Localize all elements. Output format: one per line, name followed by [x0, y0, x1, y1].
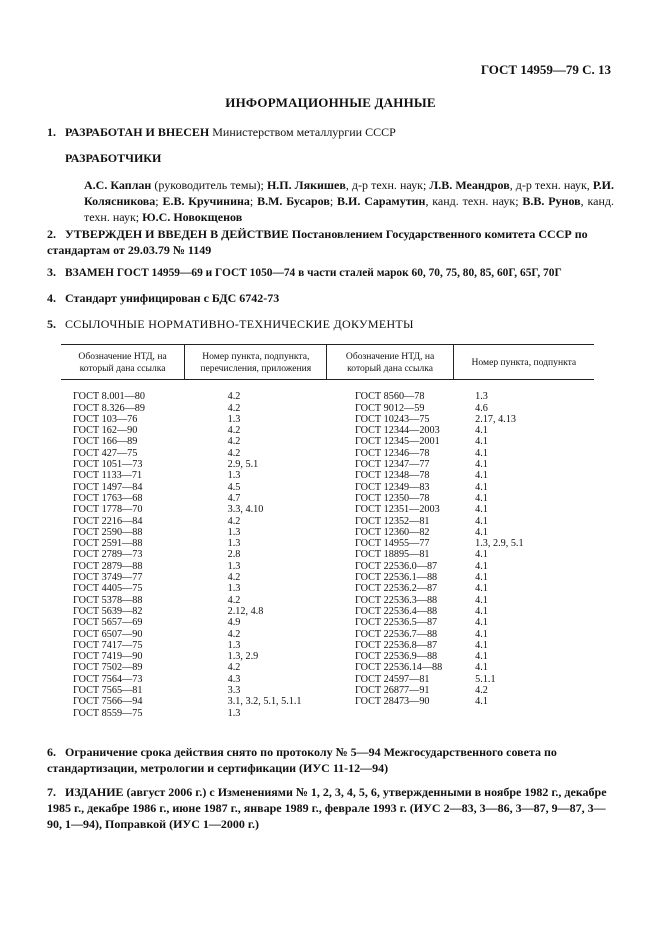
cell-clause-right: 4.6: [475, 402, 488, 414]
cell-clause-left: 2.12, 4.8: [227, 605, 264, 617]
cell-clause-left: 1.3, 2.9: [227, 651, 259, 663]
developer-role: ;: [155, 194, 163, 208]
table-row: [61, 391, 594, 402]
cell-clause-right: 4.1: [475, 696, 488, 708]
cell-clause-left: 2.9, 5.1: [227, 459, 259, 471]
cell-clause-right: 4.1: [475, 436, 488, 448]
table-row: [61, 595, 594, 606]
item-text: Ограничение срока действия снято по протоколу № 5—94 Межгосударственного совета по стандартизации, метрологии и сертификации (ИУС 11-12—94): [47, 745, 557, 775]
table-row: [61, 617, 594, 628]
table-row: [61, 459, 594, 470]
item-number: 6.: [47, 745, 56, 759]
cell-ntd-right: ГОСТ 22536.2—87: [354, 583, 438, 595]
cell-clause-right: [453, 708, 594, 719]
cell-ntd-left: ГОСТ 2879—88: [73, 560, 143, 572]
cell-ntd-right: ГОСТ 12352—81: [354, 515, 430, 527]
table-header-row: [61, 345, 594, 380]
cell-clause-left: 4.2: [227, 402, 241, 414]
table-row: [61, 493, 594, 504]
cell-ntd-right: ГОСТ 14955—77: [354, 538, 430, 550]
cell-ntd-left: ГОСТ 2216—84: [73, 515, 143, 527]
item-text: Постановлением Государственного комитета СССР по стандартам от 29.03.79 № 1149: [47, 227, 588, 257]
cell-clause-left: 4.9: [227, 617, 241, 629]
item-5: [47, 316, 414, 332]
item-number: 4.: [47, 291, 56, 305]
references-table: [61, 344, 594, 719]
cell-ntd-left: ГОСТ 7419—90: [73, 651, 143, 663]
section-title: ИНФОРМАЦИОННЫЕ ДАННЫЕ: [225, 95, 436, 110]
cell-clause-left: 1.3: [227, 526, 241, 538]
cell-clause-left: 4.3: [227, 673, 241, 685]
cell-ntd-right: ГОСТ 9012—59: [354, 402, 425, 414]
cell-ntd-right: ГОСТ 22536.7—88: [354, 628, 438, 640]
developer-name: В.И. Сарамутин: [337, 194, 426, 208]
item-number: 3.: [47, 265, 56, 279]
table-row: [61, 403, 594, 414]
cell-ntd-right: ГОСТ 8560—78: [354, 391, 425, 403]
table-row: [61, 516, 594, 527]
cell-clause-left: 1.3: [227, 470, 241, 482]
cell-clause-right: 4.2: [475, 685, 488, 697]
cell-clause-right: 4.1: [475, 605, 488, 617]
table-row: [61, 470, 594, 481]
cell-clause-right: 4.1: [475, 447, 488, 459]
item-1: [47, 124, 396, 140]
table-row: [61, 561, 594, 572]
cell-clause-left: 1.3: [227, 560, 241, 572]
cell-clause-left: 4.2: [227, 436, 241, 448]
item-2: [47, 226, 613, 258]
developer-role: , канд. техн. наук;: [425, 194, 523, 208]
cell-ntd-right: ГОСТ 12349—83: [354, 481, 430, 493]
cell-clause-right: 2.17, 4.13: [475, 413, 516, 425]
cell-clause-left: 4.2: [227, 594, 241, 606]
table-row: [61, 629, 594, 640]
cell-ntd-right: ГОСТ 22536.14—88: [354, 662, 443, 674]
cell-ntd-left: ГОСТ 2789—73: [73, 549, 143, 561]
cell-clause-left: 4.2: [227, 572, 241, 584]
cell-ntd-right: [327, 708, 453, 719]
cell-clause-left: 4.2: [227, 447, 241, 459]
cell-ntd-right: ГОСТ 12347—77: [354, 459, 430, 471]
cell-clause-left: 4.2: [227, 425, 241, 437]
cell-clause-right: 4.1: [475, 515, 488, 527]
cell-clause-right: 4.1: [475, 526, 488, 538]
cell-clause-right: 4.1: [475, 628, 488, 640]
developer-name: Р.И. Колясникова: [84, 178, 615, 208]
cell-ntd-left: ГОСТ 5657—69: [73, 617, 143, 629]
cell-clause-right: 4.1: [475, 651, 488, 663]
item-3: [47, 264, 562, 281]
item-number: 1.: [47, 125, 56, 139]
cell-clause-right: 4.1: [475, 425, 488, 437]
cell-ntd-right: ГОСТ 22536.5—87: [354, 617, 438, 629]
cell-ntd-left: ГОСТ 1763—68: [73, 492, 143, 504]
cell-ntd-left: ГОСТ 6507—90: [73, 628, 143, 640]
cell-ntd-left: ГОСТ 7564—73: [73, 673, 143, 685]
developer-role: (руководитель темы);: [151, 178, 267, 192]
item-number: 5.: [47, 317, 56, 331]
developer-name: Л.В. Меандров: [429, 178, 510, 192]
cell-ntd-left: ГОСТ 103—76: [73, 413, 138, 425]
cell-clause-left: 3.1, 3.2, 5.1, 5.1.1: [227, 696, 302, 708]
developer-name: Е.В. Кручинина: [162, 194, 250, 208]
cell-ntd-right: ГОСТ 22536.9—88: [354, 651, 438, 663]
cell-ntd-right: ГОСТ 12360—82: [354, 526, 430, 538]
item-text: Министерством металлургии СССР: [209, 125, 396, 139]
cell-ntd-left: ГОСТ 5378—88: [73, 594, 143, 606]
col-header-ntd-left: Обозначение НТД, на который дана ссылка: [61, 345, 185, 380]
cell-clause-left: 4.2: [227, 391, 241, 403]
item-4: [47, 290, 279, 306]
cell-ntd-left: ГОСТ 4405—75: [73, 583, 143, 595]
table-row: [61, 640, 594, 651]
cell-clause-left: 4.2: [227, 662, 241, 674]
cell-clause-right: 4.1: [475, 504, 488, 516]
item-text: ИЗДАНИЕ (август 2006 г.) с Изменениями № 1, 2, 3, 4, 5, 6, утвержденными в ноябре 1982 г., декабре 1985 г., декабре 1986 г., июне 1987 г., январе 1989 г., феврале 1993 г. (ИУС 2—83, 3—86, 3—87, 9—87, 3—90, 1—94), Поправкой (ИУС 1—2000 г.): [47, 785, 607, 831]
table-row: [61, 527, 594, 538]
cell-ntd-right: ГОСТ 24597—81: [354, 673, 430, 685]
cell-ntd-left: ГОСТ 2591—88: [73, 538, 143, 550]
developer-name: В.В. Рунов: [522, 194, 581, 208]
item-heading: ССЫЛОЧНЫЕ НОРМАТИВНО-ТЕХНИЧЕСКИЕ ДОКУМЕНТЫ: [65, 317, 414, 331]
col-header-clause-left: Номер пункта, подпункта, перечисления, приложения: [185, 345, 327, 380]
cell-ntd-left: ГОСТ 8559—75: [73, 707, 143, 719]
cell-ntd-left: ГОСТ 1133—71: [73, 470, 143, 482]
cell-clause-left: 1.3: [227, 583, 241, 595]
item-7: [47, 784, 613, 832]
cell-ntd-right: ГОСТ 22536.4—88: [354, 605, 438, 617]
cell-ntd-left: ГОСТ 7417—75: [73, 639, 143, 651]
cell-ntd-left: ГОСТ 162—90: [73, 425, 138, 437]
table-row: [61, 685, 594, 696]
cell-clause-right: 4.1: [475, 470, 488, 482]
cell-clause-right: 4.1: [475, 583, 488, 595]
table-body: [61, 380, 594, 719]
developer-role: ;: [329, 194, 338, 208]
cell-ntd-right: ГОСТ 22536.0—87: [354, 560, 438, 572]
cell-clause-left: 1.3: [227, 538, 241, 550]
cell-clause-right: 5.1.1: [475, 673, 496, 685]
cell-ntd-left: ГОСТ 7502—89: [73, 662, 143, 674]
cell-clause-left: 4.7: [227, 492, 241, 504]
cell-clause-left: 4.2: [227, 628, 241, 640]
page-header: ГОСТ 14959—79 С. 13: [480, 62, 611, 77]
cell-ntd-left: ГОСТ 1051—73: [73, 459, 143, 471]
table-row: [61, 606, 594, 617]
developers-heading-text: РАЗРАБОТЧИКИ: [65, 151, 162, 165]
item-heading: УТВЕРЖДЕН И ВВЕДЕН В ДЕЙСТВИЕ: [65, 227, 289, 241]
table-row: [61, 482, 594, 493]
item-number: 2.: [47, 227, 56, 241]
col-header-clause-right: Номер пункта, подпункта: [453, 345, 594, 380]
cell-ntd-right: ГОСТ 12346—78: [354, 447, 430, 459]
item-heading: ВЗАМЕН ГОСТ 14959—69 и ГОСТ 1050—74 в части сталей марок 60, 70, 75, 80, 85, 60Г, 65Г, 70Г: [65, 267, 562, 279]
cell-ntd-left: ГОСТ 8.326—89: [73, 402, 145, 414]
cell-clause-right: 4.1: [475, 572, 488, 584]
cell-clause-left: 4.2: [227, 515, 241, 527]
cell-ntd-right: ГОСТ 22536.1—88: [354, 572, 438, 584]
cell-ntd-right: ГОСТ 10243—75: [354, 413, 430, 425]
cell-clause-left: 1.3: [227, 707, 241, 719]
table-row: [61, 414, 594, 425]
table-row: [61, 651, 594, 662]
cell-clause-right: 4.1: [475, 594, 488, 606]
cell-clause-right: 4.1: [475, 662, 488, 674]
cell-clause-right: 1.3: [475, 391, 488, 403]
cell-clause-right: 4.1: [475, 492, 488, 504]
cell-ntd-left: ГОСТ 5639—82: [73, 605, 143, 617]
cell-ntd-left: ГОСТ 3749—77: [73, 572, 143, 584]
developer-role: , канд. техн. наук;: [84, 194, 614, 224]
item-number: 7.: [47, 785, 56, 799]
item-6: [47, 744, 613, 776]
cell-ntd-right: ГОСТ 12348—78: [354, 470, 430, 482]
cell-ntd-left: ГОСТ 7565—81: [73, 685, 143, 697]
developer-role: ;: [249, 194, 258, 208]
table-row: [61, 674, 594, 685]
developer-name: В.М. Бусаров: [257, 194, 330, 208]
table-row: [61, 696, 594, 707]
item-heading: Стандарт унифицирован с БДС 6742-73: [65, 291, 280, 305]
cell-clause-left: 3.3, 4.10: [227, 504, 264, 516]
cell-clause-right: 4.1: [475, 549, 488, 561]
cell-clause-right: 4.1: [475, 560, 488, 572]
cell-ntd-right: ГОСТ 12344—2003: [354, 425, 440, 437]
cell-ntd-left: ГОСТ 7566—94: [73, 696, 143, 708]
cell-ntd-left: ГОСТ 166—89: [73, 436, 138, 448]
developer-name: Ю.С. Новокщенов: [142, 210, 243, 224]
cell-ntd-right: ГОСТ 26877—91: [354, 685, 430, 697]
cell-clause-right: 4.1: [475, 639, 488, 651]
item-heading: РАЗРАБОТАН И ВНЕСЕН: [65, 125, 210, 139]
cell-ntd-right: ГОСТ 18895—81: [354, 549, 430, 561]
table-row: [61, 436, 594, 447]
cell-clause-left: 4.5: [227, 481, 241, 493]
cell-ntd-right: ГОСТ 12351—2003: [354, 504, 440, 516]
table-row: [61, 662, 594, 673]
cell-ntd-right: ГОСТ 22536.8—87: [354, 639, 438, 651]
cell-ntd-left: ГОСТ 1778—70: [73, 504, 143, 516]
cell-ntd-right: ГОСТ 28473—90: [354, 696, 430, 708]
cell-clause-left: 2.8: [227, 549, 241, 561]
table-row: [61, 504, 594, 515]
table-row: [61, 583, 594, 594]
developer-name: Н.П. Лякишев: [266, 178, 346, 192]
developers-list: [84, 177, 614, 225]
cell-clause-left: 1.3: [227, 413, 241, 425]
table-row: [61, 425, 594, 436]
table-row: [61, 538, 594, 549]
cell-ntd-left: ГОСТ 427—75: [73, 447, 138, 459]
cell-clause-left: 3.3: [227, 685, 241, 697]
developers-heading: [65, 150, 161, 166]
table-row: [61, 572, 594, 583]
developer-name: А.С. Каплан: [84, 178, 152, 192]
developer-role: , д-р техн. наук;: [345, 178, 430, 192]
cell-clause-right: 4.1: [475, 481, 488, 493]
table-row: [61, 549, 594, 560]
developer-role: , д-р техн. наук,: [509, 178, 593, 192]
table-row: [61, 708, 594, 719]
table-spacer: [61, 380, 594, 392]
cell-ntd-right: ГОСТ 22536.3—88: [354, 594, 438, 606]
cell-clause-left: 1.3: [227, 639, 241, 651]
cell-ntd-right: ГОСТ 12350—78: [354, 492, 430, 504]
cell-clause-right: 1.3, 2.9, 5.1: [475, 538, 524, 550]
cell-ntd-left: ГОСТ 2590—88: [73, 526, 143, 538]
cell-ntd-left: ГОСТ 8.001—80: [73, 391, 145, 403]
col-header-ntd-right: Обозначение НТД, на который дана ссылка: [327, 345, 453, 380]
cell-ntd-right: ГОСТ 12345—2001: [354, 436, 440, 448]
cell-ntd-left: ГОСТ 1497—84: [73, 481, 143, 493]
table-row: [61, 448, 594, 459]
cell-clause-right: 4.1: [475, 459, 488, 471]
cell-clause-right: 4.1: [475, 617, 488, 629]
